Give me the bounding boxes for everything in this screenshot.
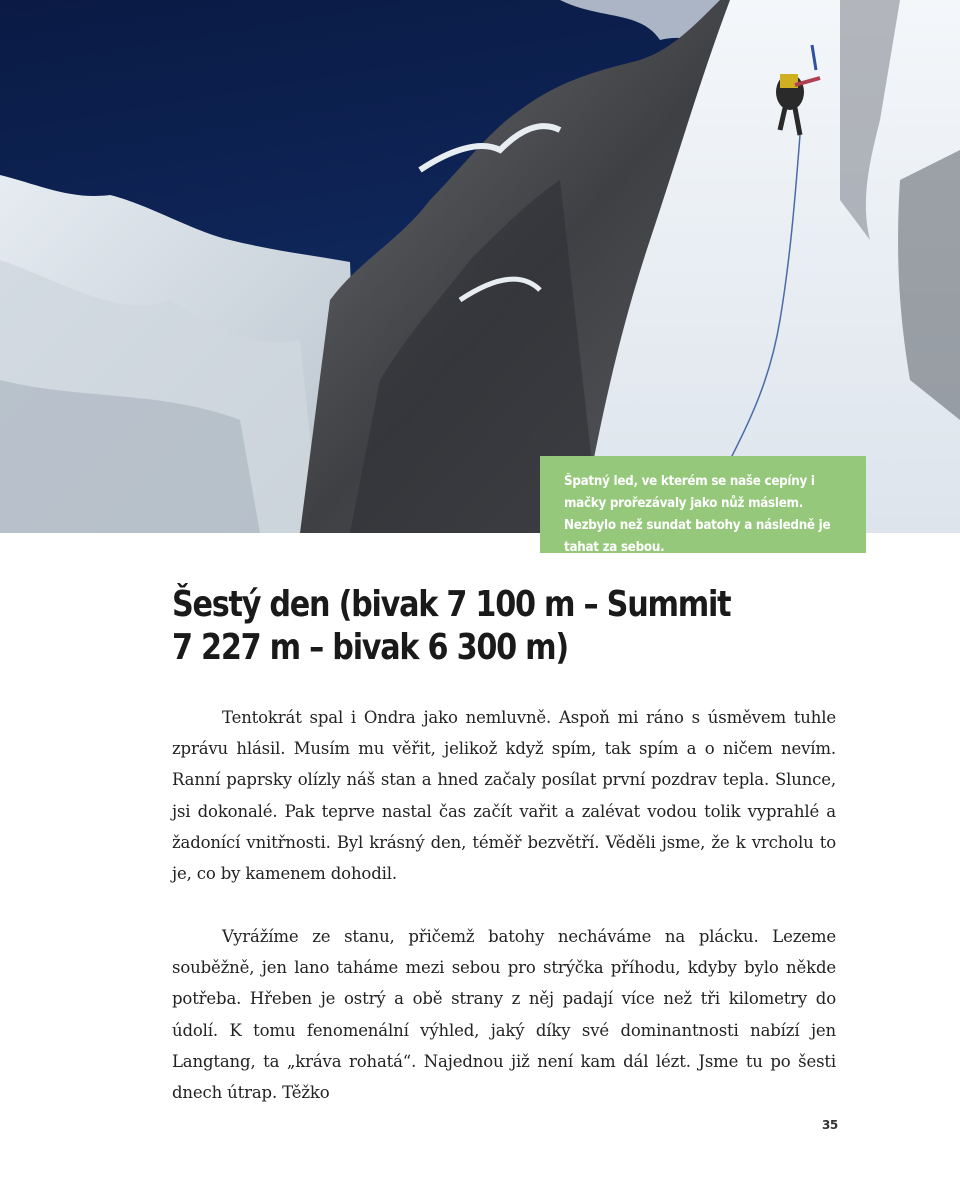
mountain-ice-climber-photo [0,0,960,533]
page-number: 35 [822,1118,838,1132]
photo-caption-box [540,456,866,553]
body-paragraph: Vyrážíme ze stanu, přičemž batohy necháváme na plácku. Lezeme souběžně, jen lano taháme mezi sebou pro strýčka příhodu, kdyby bylo někde potřeba. Hřeben je ostrý a obě strany z něj padají více než tři kilometry do údolí. K tomu fenomenální výhled, jaký díky své dominantnosti nabízí jen Langtang, ta „kráva rohatá“. Najednou již není kam dál lézt. Jsme tu po šesti dnech útrap. Těžko [172,927,836,1103]
section-heading: Šestý den (bivak 7 100 m – Summit 7 227 m – bivak 6 300 m) [172,584,731,668]
body-paragraph: Tentokrát spal i Ondra jako nemluvně. Aspoň mi ráno s úsměvem tuhle zprávu hlásil. Musím mu věřit, jelikož když spím, tak spím a o ničem nevím. Ranní paprsky olízly náš stan a hned začaly posílat první pozdrav tepla. Slunce, jsi dokonalé. Pak teprve nastal čas začít vařit a zalévat vodou tolik vyprahlé a žadonící vnitřnosti. Byl krásný den, téměř bezvětří. Věděli jsme, že k vrcholu to je, co by kamenem dohodil. [172,708,836,884]
photo-caption: Špatný led, ve kterém se naše cepíny i mačky prořezávaly jako nůž máslem. Nezbylo než sundat batohy a následně je tahat za sebou. [564,474,831,555]
